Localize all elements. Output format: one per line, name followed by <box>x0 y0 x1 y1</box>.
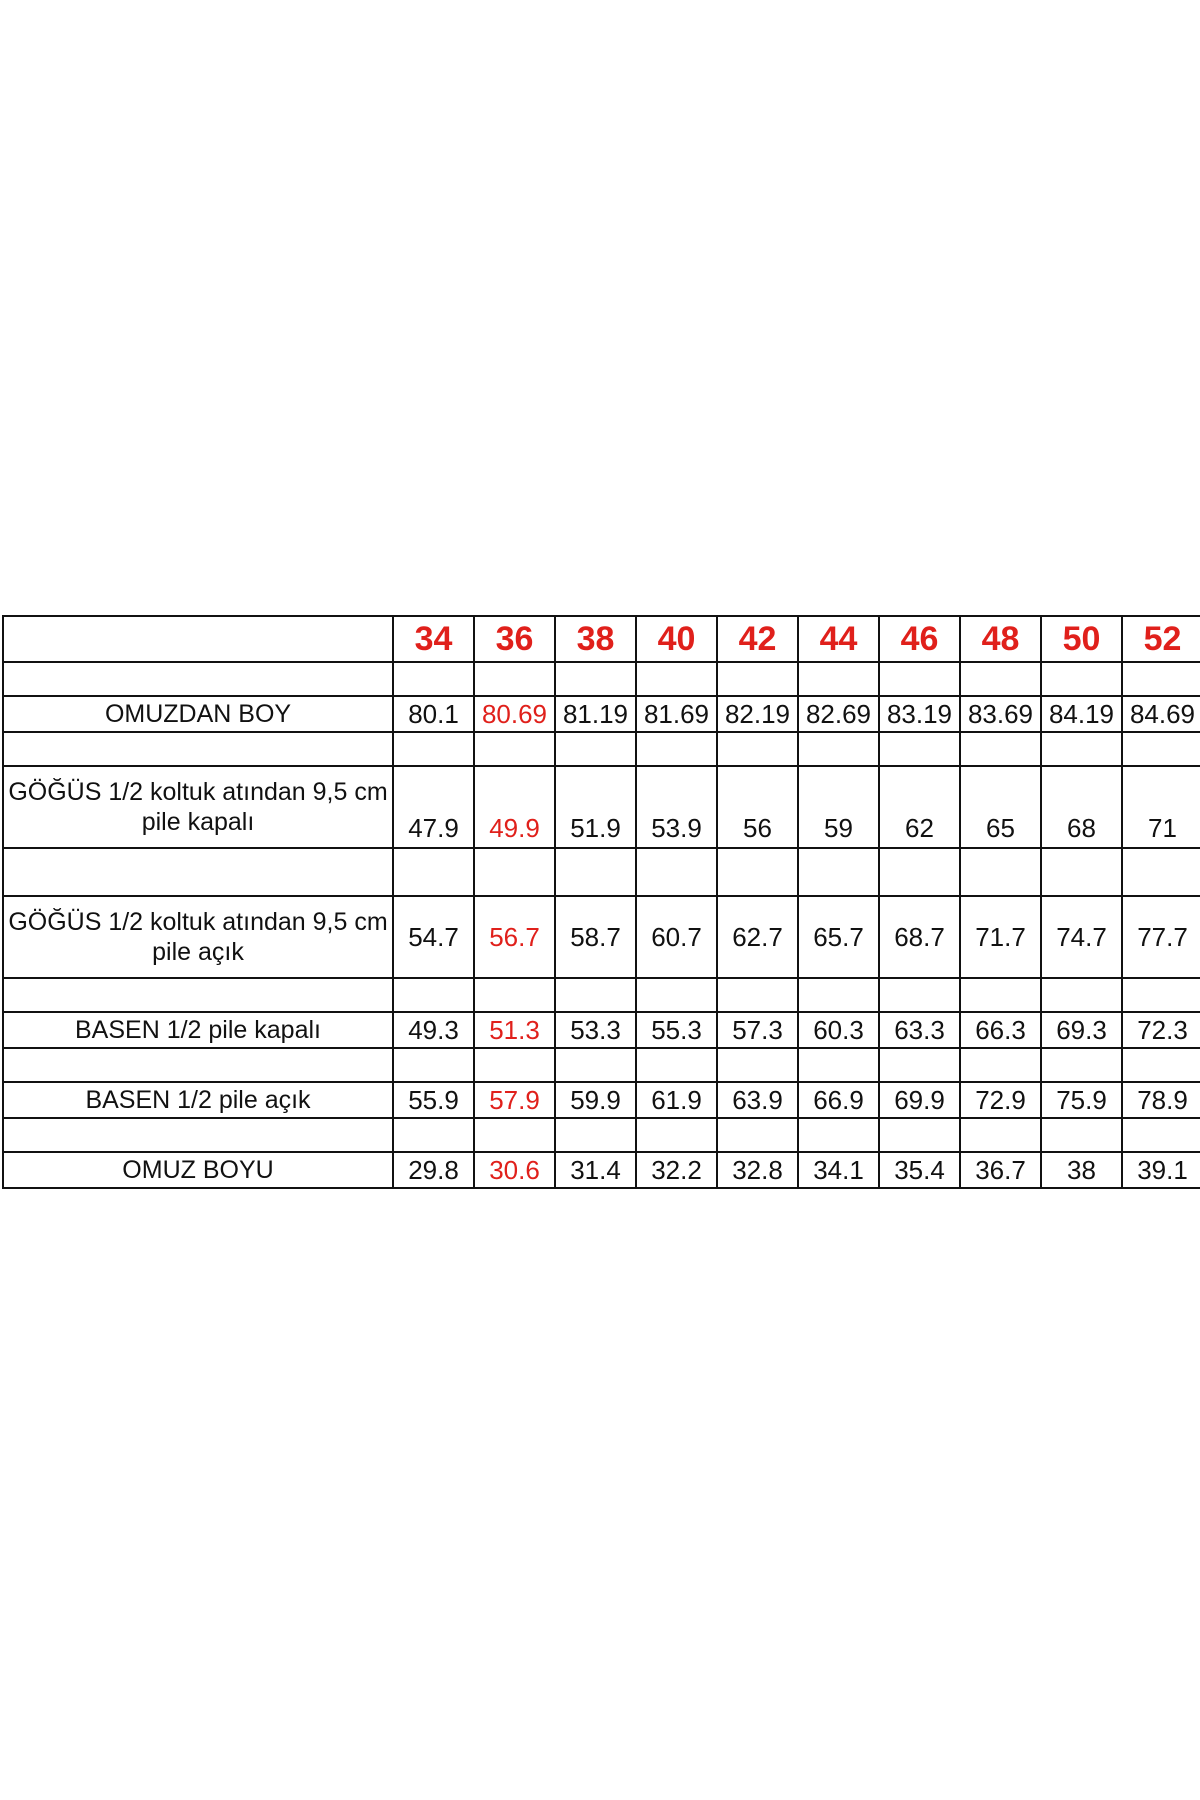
value-cell: 83.19 <box>879 696 960 732</box>
corner-cell <box>3 616 393 662</box>
value-cell: 77.7 <box>1122 896 1200 978</box>
value-cell: 81.69 <box>636 696 717 732</box>
value-cell: 32.2 <box>636 1152 717 1188</box>
value-cell: 47.9 <box>393 766 474 848</box>
spacer-cell <box>555 732 636 766</box>
spacer-cell <box>960 978 1041 1012</box>
value-cell: 71.7 <box>960 896 1041 978</box>
spacer-cell <box>474 1048 555 1082</box>
spacer-cell <box>636 662 717 696</box>
spacer-cell <box>879 848 960 896</box>
spacer-cell <box>717 848 798 896</box>
value-cell: 61.9 <box>636 1082 717 1118</box>
value-cell: 54.7 <box>393 896 474 978</box>
row-label: OMUZDAN BOY <box>3 696 393 732</box>
value-cell: 60.7 <box>636 896 717 978</box>
spacer-cell <box>636 848 717 896</box>
spacer-cell <box>960 662 1041 696</box>
value-cell: 51.3 <box>474 1012 555 1048</box>
spacer-cell <box>1122 848 1200 896</box>
spacer-cell <box>555 662 636 696</box>
size-header-cell: 48 <box>960 616 1041 662</box>
value-cell: 65.7 <box>798 896 879 978</box>
size-header-cell: 44 <box>798 616 879 662</box>
value-cell: 49.9 <box>474 766 555 848</box>
value-cell: 31.4 <box>555 1152 636 1188</box>
value-cell: 84.19 <box>1041 696 1122 732</box>
spacer-cell <box>474 978 555 1012</box>
value-cell: 71 <box>1122 766 1200 848</box>
spacer-cell <box>1041 1118 1122 1152</box>
value-cell: 63.3 <box>879 1012 960 1048</box>
spacer-cell <box>393 732 474 766</box>
row-label: GÖĞÜS 1/2 koltuk atından 9,5 cm pile kapalı <box>3 766 393 848</box>
spacer-cell <box>474 662 555 696</box>
size-header-cell: 50 <box>1041 616 1122 662</box>
value-cell: 55.9 <box>393 1082 474 1118</box>
spacer-cell <box>960 1048 1041 1082</box>
value-cell: 66.9 <box>798 1082 879 1118</box>
value-cell: 53.3 <box>555 1012 636 1048</box>
value-cell: 80.1 <box>393 696 474 732</box>
value-cell: 80.69 <box>474 696 555 732</box>
spacer-cell <box>879 1048 960 1082</box>
spacer-cell <box>798 978 879 1012</box>
spacer-cell <box>3 662 393 696</box>
spacer-cell <box>3 1048 393 1082</box>
spacer-cell <box>1041 1048 1122 1082</box>
value-cell: 34.1 <box>798 1152 879 1188</box>
spacer-cell <box>798 1118 879 1152</box>
value-cell: 60.3 <box>798 1012 879 1048</box>
value-cell: 62.7 <box>717 896 798 978</box>
spacer-cell <box>1122 1118 1200 1152</box>
size-header-cell: 34 <box>393 616 474 662</box>
spacer-cell <box>879 732 960 766</box>
spacer-cell <box>3 848 393 896</box>
value-cell: 82.19 <box>717 696 798 732</box>
size-header-row <box>3 616 1200 662</box>
spacer-cell <box>1041 978 1122 1012</box>
value-cell: 69.9 <box>879 1082 960 1118</box>
spacer-row <box>3 848 1200 896</box>
value-cell: 84.69 <box>1122 696 1200 732</box>
spacer-cell <box>798 848 879 896</box>
table-row-omuz-boyu <box>3 1152 1200 1188</box>
value-cell: 66.3 <box>960 1012 1041 1048</box>
spacer-cell <box>636 978 717 1012</box>
spacer-cell <box>717 662 798 696</box>
spacer-row <box>3 1048 1200 1082</box>
spacer-cell <box>636 732 717 766</box>
table-row-basen-pile-kapali <box>3 1012 1200 1048</box>
spacer-cell <box>717 1048 798 1082</box>
spacer-cell <box>636 1048 717 1082</box>
value-cell: 57.9 <box>474 1082 555 1118</box>
spacer-cell <box>636 1118 717 1152</box>
size-chart-table <box>2 615 1200 1189</box>
spacer-row <box>3 662 1200 696</box>
spacer-cell <box>960 1118 1041 1152</box>
spacer-row <box>3 1118 1200 1152</box>
value-cell: 56.7 <box>474 896 555 978</box>
row-label: OMUZ BOYU <box>3 1152 393 1188</box>
value-cell: 82.69 <box>798 696 879 732</box>
table-row-gogus-pile-kapali <box>3 766 1200 848</box>
spacer-cell <box>393 848 474 896</box>
spacer-cell <box>879 978 960 1012</box>
value-cell: 65 <box>960 766 1041 848</box>
value-cell: 59.9 <box>555 1082 636 1118</box>
value-cell: 81.19 <box>555 696 636 732</box>
row-label: GÖĞÜS 1/2 koltuk atından 9,5 cm pile açık <box>3 896 393 978</box>
value-cell: 83.69 <box>960 696 1041 732</box>
spacer-cell <box>393 978 474 1012</box>
spacer-cell <box>717 978 798 1012</box>
size-header-cell: 40 <box>636 616 717 662</box>
size-header-cell: 52 <box>1122 616 1200 662</box>
value-cell: 32.8 <box>717 1152 798 1188</box>
spacer-cell <box>393 662 474 696</box>
spacer-cell <box>717 1118 798 1152</box>
value-cell: 36.7 <box>960 1152 1041 1188</box>
spacer-row <box>3 732 1200 766</box>
size-header-cell: 36 <box>474 616 555 662</box>
spacer-cell <box>1041 732 1122 766</box>
spacer-cell <box>1122 662 1200 696</box>
spacer-cell <box>798 732 879 766</box>
spacer-cell <box>1122 978 1200 1012</box>
spacer-cell <box>3 978 393 1012</box>
row-label: BASEN 1/2 pile kapalı <box>3 1012 393 1048</box>
value-cell: 56 <box>717 766 798 848</box>
spacer-cell <box>393 1118 474 1152</box>
table-row-basen-pile-acik <box>3 1082 1200 1118</box>
spacer-cell <box>3 732 393 766</box>
value-cell: 53.9 <box>636 766 717 848</box>
spacer-row <box>3 978 1200 1012</box>
spacer-cell <box>717 732 798 766</box>
spacer-cell <box>3 1118 393 1152</box>
spacer-cell <box>1041 848 1122 896</box>
spacer-cell <box>798 1048 879 1082</box>
value-cell: 49.3 <box>393 1012 474 1048</box>
spacer-cell <box>474 732 555 766</box>
value-cell: 74.7 <box>1041 896 1122 978</box>
value-cell: 58.7 <box>555 896 636 978</box>
spacer-cell <box>879 1118 960 1152</box>
value-cell: 51.9 <box>555 766 636 848</box>
spacer-cell <box>798 662 879 696</box>
value-cell: 75.9 <box>1041 1082 1122 1118</box>
spacer-cell <box>960 848 1041 896</box>
value-cell: 68 <box>1041 766 1122 848</box>
table-row-omuzdan-boy <box>3 696 1200 732</box>
value-cell: 29.8 <box>393 1152 474 1188</box>
value-cell: 72.9 <box>960 1082 1041 1118</box>
spacer-cell <box>474 1118 555 1152</box>
spacer-cell <box>555 1048 636 1082</box>
spacer-cell <box>1122 732 1200 766</box>
value-cell: 69.3 <box>1041 1012 1122 1048</box>
value-cell: 68.7 <box>879 896 960 978</box>
value-cell: 62 <box>879 766 960 848</box>
size-header-cell: 38 <box>555 616 636 662</box>
value-cell: 57.3 <box>717 1012 798 1048</box>
value-cell: 59 <box>798 766 879 848</box>
value-cell: 63.9 <box>717 1082 798 1118</box>
spacer-cell <box>393 1048 474 1082</box>
value-cell: 30.6 <box>474 1152 555 1188</box>
spacer-cell <box>555 1118 636 1152</box>
value-cell: 55.3 <box>636 1012 717 1048</box>
value-cell: 78.9 <box>1122 1082 1200 1118</box>
row-label: BASEN 1/2 pile açık <box>3 1082 393 1118</box>
spacer-cell <box>474 848 555 896</box>
value-cell: 38 <box>1041 1152 1122 1188</box>
spacer-cell <box>1041 662 1122 696</box>
spacer-cell <box>879 662 960 696</box>
size-header-cell: 42 <box>717 616 798 662</box>
table-row-gogus-pile-acik <box>3 896 1200 978</box>
value-cell: 35.4 <box>879 1152 960 1188</box>
spacer-cell <box>1122 1048 1200 1082</box>
value-cell: 39.1 <box>1122 1152 1200 1188</box>
spacer-cell <box>960 732 1041 766</box>
size-header-cell: 46 <box>879 616 960 662</box>
spacer-cell <box>555 978 636 1012</box>
value-cell: 72.3 <box>1122 1012 1200 1048</box>
spacer-cell <box>555 848 636 896</box>
